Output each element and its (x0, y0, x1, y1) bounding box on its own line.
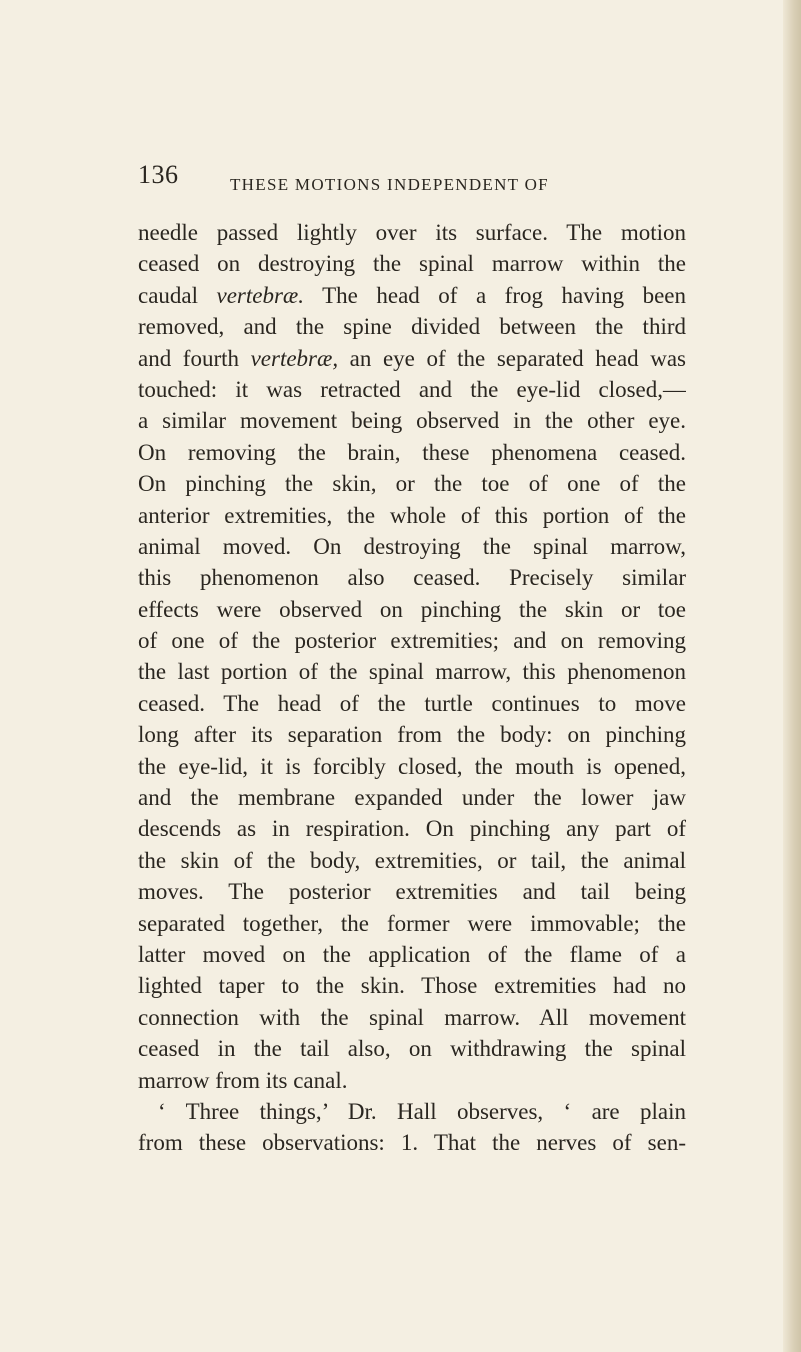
text-line: a similar movement being observed in the other eye. (138, 408, 686, 434)
text-line: animal moved. On destroying the spinal marrow, (138, 533, 686, 559)
text-line: ceased in the tail also, on withdrawing the spinal (138, 1036, 686, 1062)
text-line: effects were observed on pinching the skin or toe (138, 596, 686, 622)
text-line: connection with the spinal marrow. All movement (138, 1004, 686, 1030)
text-line: anterior extremities, the whole of this portion of the (138, 502, 686, 528)
text-line: this phenomenon also ceased. Precisely similar (138, 565, 686, 591)
text-line: separated together, the former were immovable; the (138, 910, 686, 936)
running-head: THESE MOTIONS INDEPENDENT OF (230, 175, 549, 194)
text-line: marrow from its canal. (138, 1067, 348, 1093)
text-line: the last portion of the spinal marrow, this phenomenon (138, 659, 686, 685)
text-line: descends as in respiration. On pinching any part of (138, 816, 686, 842)
italic-term: vertebræ, (250, 345, 339, 371)
text-line: of one of the posterior extremities; and on removing (138, 628, 686, 654)
text-line: ceased. The head of the turtle continues to move (138, 690, 686, 716)
text-line: from these observations: 1. That the nerves of sen- (138, 1130, 686, 1156)
page-number: 136 (138, 160, 179, 189)
text-line: and fourth vertebræ, an eye of the separated head was (138, 345, 686, 371)
page-edge (783, 0, 801, 1352)
text-line: ‘ Three things,’ Dr. Hall observes, ‘ are plain (158, 1098, 686, 1124)
text-line: needle passed lightly over its surface. The motion (138, 220, 686, 245)
text-line: On removing the brain, these phenomena ceased. (138, 439, 686, 465)
text-line: latter moved on the application of the flame of a (138, 941, 686, 967)
text-line: touched: it was retracted and the eye-lid closed,— (138, 376, 686, 402)
text-line: moves. The posterior extremities and tail being (138, 879, 686, 905)
text-line: long after its separation from the body: on pinching (138, 722, 686, 748)
text-line: On pinching the skin, or the toe of one of the (138, 471, 686, 497)
italic-term: vertebræ. (216, 282, 305, 308)
text-line: and the membrane expanded under the lower jaw (138, 785, 686, 811)
text-line: removed, and the spine divided between the third (138, 314, 686, 340)
page-header (138, 160, 698, 200)
text-line: the eye-lid, it is forcibly closed, the mouth is opened, (138, 753, 686, 779)
text-line: caudal vertebræ. The head of a frog having been (138, 282, 686, 308)
text-line: ceased on destroying the spinal marrow within the (138, 251, 686, 277)
body-text (138, 217, 686, 1159)
text-line: lighted taper to the skin. Those extremities had no (138, 973, 686, 999)
text-line: the skin of the body, extremities, or tail, the animal (138, 847, 686, 873)
